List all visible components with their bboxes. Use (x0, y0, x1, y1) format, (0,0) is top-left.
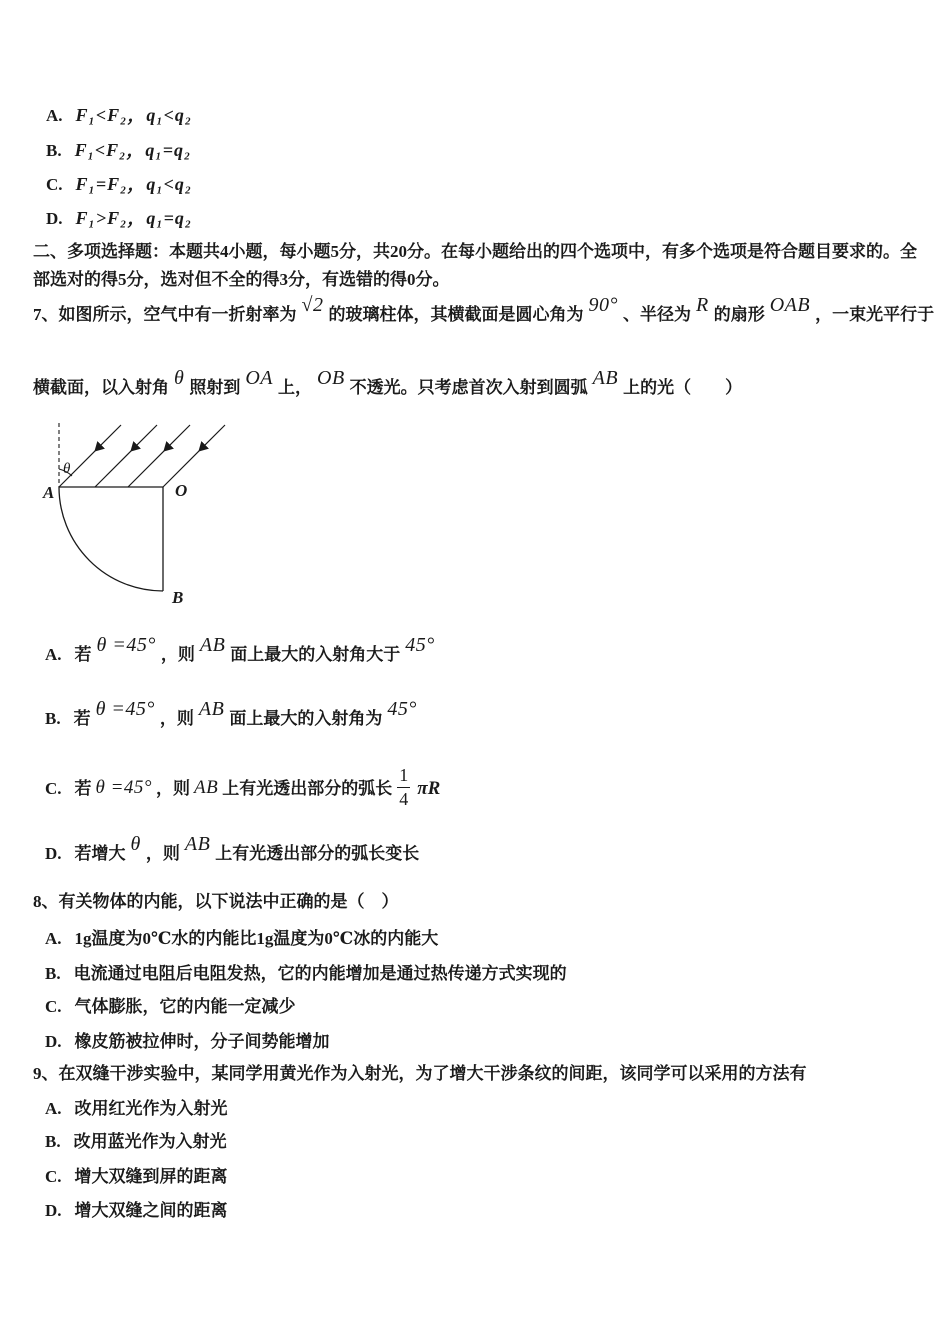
q9-option-c (45, 1166, 228, 1188)
option-formula: F₁>F₂，q₁=q₂ (75, 208, 193, 228)
formula-theta: θ (130, 833, 141, 855)
stem-text: 不透光。只考虑首次入射到圆弧 (349, 378, 588, 397)
stem-text: ，一束光平行于 (815, 305, 935, 324)
stem-text: 横截面，以入射角 (33, 378, 169, 397)
option-text: 面上最大的入射角大于 (230, 645, 401, 664)
stem-text: 上的光（ ） (623, 378, 743, 397)
formula-theta: θ (174, 367, 185, 389)
q9-option-b (45, 1131, 227, 1153)
option-label: B. (46, 141, 62, 160)
formula-ab: AB (194, 777, 219, 799)
option-label: C. (46, 175, 63, 194)
option-formula: F₁=F₂，q₁<q₂ (75, 174, 193, 194)
option-label: C. (45, 779, 62, 799)
option-formula: F₁<F₂，q₁=q₂ (74, 140, 192, 160)
label-theta: θ (63, 461, 71, 477)
formula-pi-r: πR (417, 778, 441, 800)
option-label: A. (46, 106, 63, 125)
option-formula: F₁<F₂，q₁<q₂ (75, 105, 193, 125)
formula-theta-45: θ =45° (95, 698, 155, 720)
option-text: 增大双缝之间的距离 (74, 1201, 228, 1220)
option-text: 面上最大的入射角为 (229, 709, 383, 728)
label-point-b: B (172, 588, 184, 607)
option-label: D. (46, 209, 63, 228)
stem-text: 上， (278, 378, 312, 397)
formula-theta-45: θ =45° (95, 777, 153, 799)
q8-title: 8、有关物体的内能，以下说法中正确的是（ ） (33, 892, 399, 911)
q7-option-d (45, 833, 420, 865)
option-text: 若 (73, 709, 91, 728)
formula-45deg: 45° (387, 698, 417, 720)
q9-option-a (45, 1098, 228, 1120)
fraction-one-quarter (397, 765, 410, 809)
q6-option-b (46, 139, 191, 162)
formula-oab: OAB (769, 294, 811, 316)
option-label: C. (45, 1167, 62, 1186)
arc-ab (59, 487, 163, 591)
option-text: 若 (74, 645, 92, 664)
option-text: 电流通过电阻后电阻发热，它的内能增加是通过热传递方式实现的 (73, 964, 567, 983)
option-text: 1g温度为0℃水的内能比1g温度为0℃冰的内能大 (74, 929, 439, 948)
option-label: D. (45, 1201, 62, 1220)
option-text: 上有光透出部分的弧长 (222, 779, 393, 799)
q7-stem-line-2 (33, 367, 743, 399)
option-label: A. (45, 645, 62, 664)
formula-ab: AB (198, 698, 225, 720)
option-label: B. (45, 709, 61, 728)
option-text: 改用红光作为入射光 (74, 1099, 228, 1118)
q7-option-c (45, 765, 441, 812)
formula-ob: OB (317, 367, 345, 389)
option-label: B. (45, 1132, 61, 1151)
option-label: A. (45, 1099, 62, 1118)
q7-option-a (45, 634, 440, 666)
option-text: 上有光透出部分的弧长变长 (215, 844, 420, 863)
stem-text: 的扇形 (713, 305, 765, 324)
option-text: 橡皮筋被拉伸时，分子间势能增加 (74, 1032, 330, 1051)
incident-ray-2 (95, 425, 157, 487)
q9-option-d (45, 1200, 228, 1222)
formula-oa: OA (245, 367, 273, 389)
formula-theta-45: θ =45° (96, 634, 156, 656)
option-label: C. (45, 997, 62, 1016)
stem-text: 照射到 (189, 378, 241, 397)
q6-option-a (46, 104, 192, 127)
q7-stem-line-1 (33, 294, 935, 326)
formula-ab: AB (592, 367, 619, 389)
option-label: A. (45, 929, 62, 948)
formula-90deg: 90° (588, 294, 618, 316)
option-text: 若增大 (74, 844, 126, 863)
option-text: 增大双缝到屏的距离 (74, 1167, 228, 1186)
q6-option-c (46, 173, 192, 196)
label-point-o: O (175, 481, 188, 500)
incident-ray-4 (163, 425, 225, 487)
q7-sector-diagram (30, 418, 260, 625)
fraction-numerator: 1 (397, 765, 410, 788)
sector-diagram-svg (30, 418, 260, 625)
q8-option-a (45, 928, 438, 950)
stem-text: 7、如图所示，空气中有一折射率为 (33, 305, 297, 324)
option-text: ，则 (159, 709, 194, 728)
q8-option-c (45, 996, 296, 1018)
q8-option-d (45, 1031, 330, 1053)
formula-ab: AB (184, 833, 211, 855)
stem-text: 的玻璃柱体，其横截面是圆心角为 (328, 305, 584, 324)
q9-title: 9、在双缝干涉实验中，某同学用黄光作为入射光，为了增大干涉条纹的间距，该同学可以采用的方法有 (33, 1064, 807, 1083)
stem-text: 、半径为 (622, 305, 691, 324)
incident-ray-3 (128, 425, 190, 487)
formula-ab: AB (199, 634, 226, 656)
option-text: ，则 (156, 779, 191, 799)
q6-option-d (46, 207, 192, 230)
formula-r: R (695, 294, 709, 316)
q8-option-b (45, 963, 567, 985)
fraction-denominator: 4 (399, 788, 409, 809)
option-label: D. (45, 1032, 62, 1051)
option-text: ，则 (160, 645, 195, 664)
incident-ray-1 (59, 425, 121, 487)
q7-option-b (45, 698, 422, 730)
option-text: 改用蓝光作为入射光 (73, 1132, 227, 1151)
section-2-header: 二、多项选择题：本题共4小题，每小题5分，共20分。在每小题给出的四个选项中，有多个选项是符合题目要求的。全部选对的得5分，选对但不全的得3分，有选错的得0分。 (33, 242, 917, 289)
option-text: ，则 (145, 844, 180, 863)
option-text: 若 (74, 779, 92, 799)
formula-sqrt2: √2 (301, 294, 324, 316)
formula-45deg: 45° (405, 634, 435, 656)
option-label: D. (45, 844, 62, 863)
option-label: B. (45, 964, 61, 983)
label-point-a: A (43, 483, 55, 502)
option-text: 气体膨胀，它的内能一定减少 (74, 997, 296, 1016)
